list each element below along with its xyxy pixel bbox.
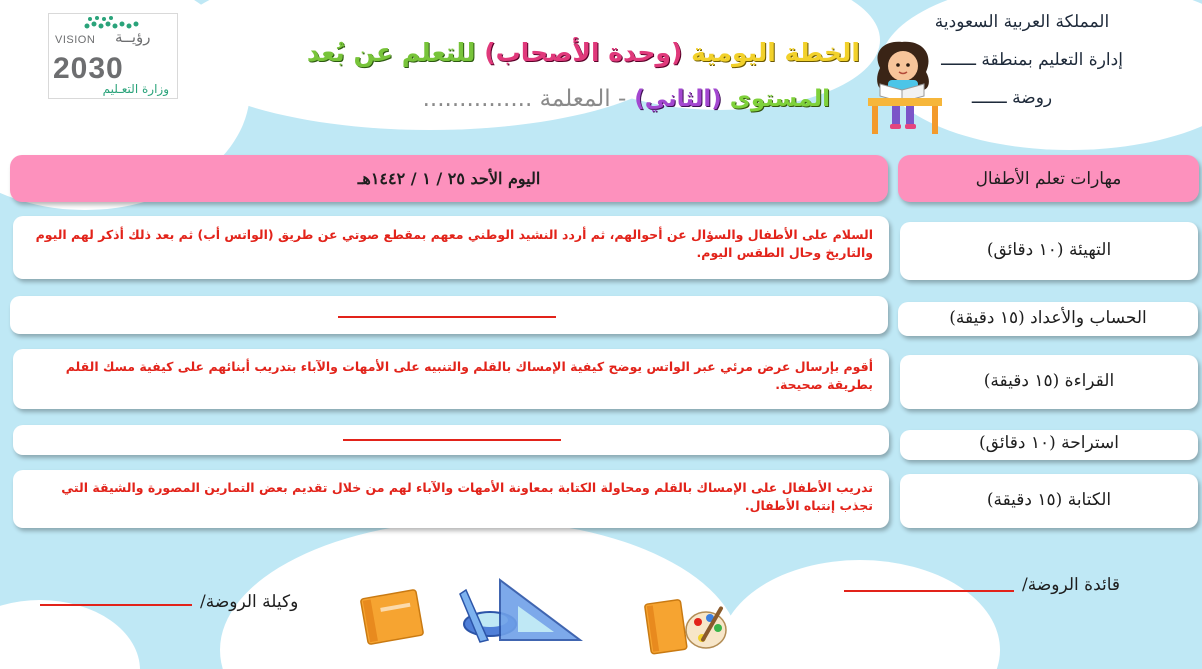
table-row-content <box>13 349 889 409</box>
empty-content-line <box>338 316 556 318</box>
student-reading-illustration-icon <box>862 38 948 138</box>
skills-header <box>898 155 1199 202</box>
vision-2030-logo <box>48 13 178 99</box>
book-and-palette-icon <box>640 596 730 660</box>
table-row-label <box>900 430 1198 460</box>
row-content-text: السلام على الأطفال والسؤال عن أحوالهم، ثم أردد النشيد الوطني معهم بمقطع صوتي عن طريق (الواتس أب) ثم بعد ذلك أذكر لهم اليوم والتاريخ وحال الطقس اليوم. <box>35 227 873 260</box>
date-header-text: اليوم الأحد ٢٥ / ١ / ١٤٤٢هـ <box>357 169 541 188</box>
geometry-tools-icon <box>430 570 590 660</box>
empty-content-line <box>343 439 561 441</box>
title-part-3: للتعلم عن بُعد <box>306 38 476 67</box>
ministry-name: وزارة التعـليم <box>102 82 169 96</box>
subtitle-part-1: المستوى <box>729 86 830 112</box>
vision-year: 2030 <box>53 52 124 85</box>
title-part-2: (وحدة الأصحاب) <box>484 38 683 67</box>
row-label-text: القراءة (١٥ دقيقة) <box>983 371 1115 391</box>
row-label-text: الكتابة (١٥ دقيقة) <box>986 490 1112 510</box>
kingdom-line-1: المملكة العربية السعودية <box>934 12 1110 32</box>
principal-label: قائدة الروضة/ <box>1022 575 1121 595</box>
page-subtitle <box>330 86 830 112</box>
notebook-icon <box>356 586 428 648</box>
deputy-signature-line <box>40 604 192 606</box>
deputy-label: وكيلة الروضة/ <box>200 592 299 612</box>
vision-latin-word: VISION <box>55 34 96 46</box>
row-label-text: استراحة (١٠ دقائق) <box>979 433 1119 453</box>
title-part-1: الخطة اليومية <box>691 38 860 67</box>
table-row-content <box>13 425 889 455</box>
kingdom-line-2: إدارة التعليم بمنطقة ـــــــ <box>941 50 1123 70</box>
row-content-text: تدريب الأطفال على الإمساك بالقلم ومحاولة الكتابة بمعاونة الأمهات والآباء لهم من خلال تقديم بعض التمارين المصورة والشيقة التي تجذب إنتباه الأطفال. <box>61 480 873 513</box>
table-row-label <box>900 355 1198 409</box>
row-content-text: أقوم بإرسال عرض مرئي عبر الواتس يوضح كيفية الإمساك بالقلم والتنبيه على الأمهات والآباء بتدريب أبنائهم على كيفية مسك القلم بطريقة صحيحة. <box>65 359 873 392</box>
background-blob <box>720 560 1000 669</box>
subtitle-part-3: - المعلمة ............... <box>422 86 627 112</box>
row-label-text: التهيئة (١٠ دقائق) <box>986 240 1112 260</box>
subtitle-part-2: (الثاني) <box>634 86 722 112</box>
principal-signature-line <box>844 590 1014 592</box>
table-row-label <box>900 474 1198 528</box>
page-title <box>300 38 860 67</box>
table-row-label <box>898 302 1198 336</box>
table-row-content <box>10 296 888 334</box>
table-row-content <box>13 470 889 528</box>
table-row-label <box>900 222 1198 280</box>
table-row-content <box>13 216 889 279</box>
vision-arabic-word: رؤيــة <box>115 28 151 46</box>
date-header <box>10 155 888 202</box>
skills-header-text: مهارات تعلم الأطفال <box>975 168 1122 189</box>
kingdom-line-3: روضة ـــــــ <box>971 88 1053 108</box>
background-blob <box>0 600 140 669</box>
row-label-text: الحساب والأعداد (١٥ دقيقة) <box>949 308 1147 328</box>
